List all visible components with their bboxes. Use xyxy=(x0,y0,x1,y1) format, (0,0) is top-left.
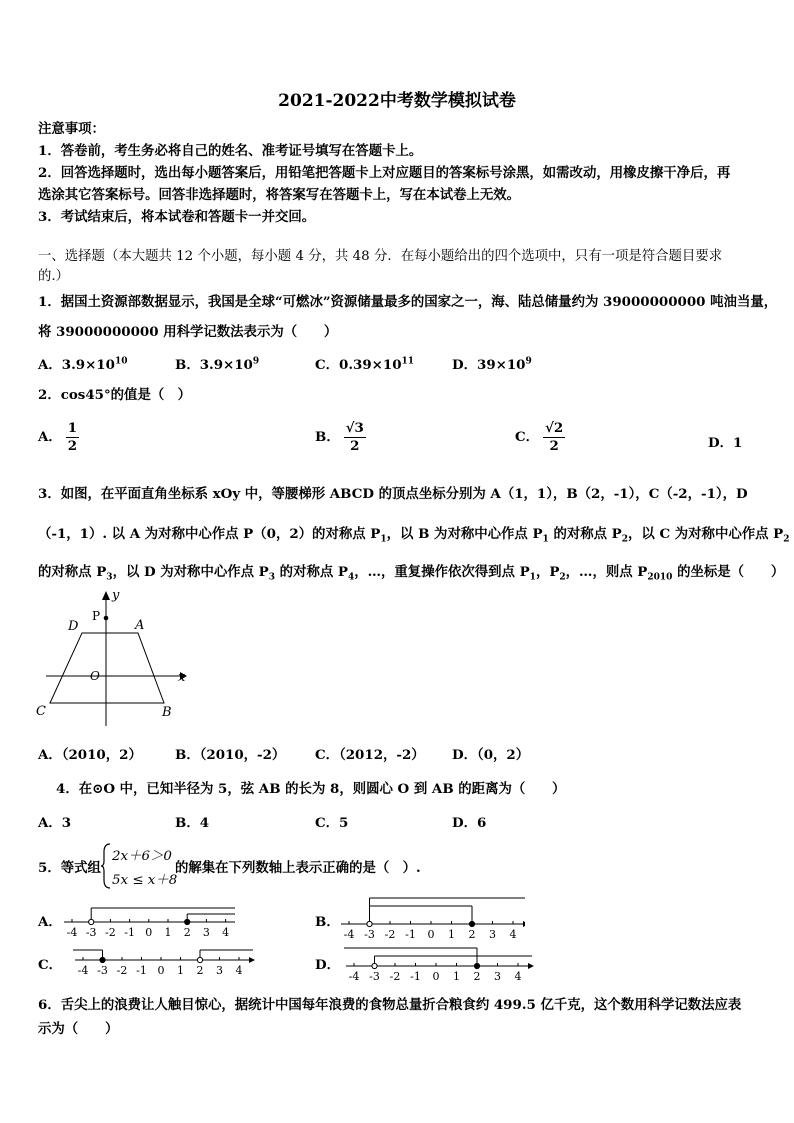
number-line-tick-label: -3 xyxy=(364,928,375,941)
number-line-tick-label: 1 xyxy=(177,964,184,977)
number-line-tick-label: -2 xyxy=(116,964,128,977)
number-line-tick-label: -1 xyxy=(405,928,416,941)
number-line-d xyxy=(340,940,540,982)
label-p: P xyxy=(92,609,101,623)
q1-stem: 1．据国土资源部数据显示，我国是全球“可燃冰”资源储量最多的国家之一，海、陆总储量约为 39000000000 吨油当量， xyxy=(38,294,778,310)
number-line-tick-label: 2 xyxy=(196,964,204,977)
q5-brace xyxy=(100,842,112,890)
number-line-tick-label: 0 xyxy=(145,926,153,939)
label-b: B xyxy=(162,705,172,720)
number-line-tick-label: -1 xyxy=(136,964,147,977)
q3-stem: 3．如图，在平面直角坐标系 xOy 中，等腰梯形 ABCD 的顶点坐标分别为 A（1，1），B（2，-1），C（-2，-1），D xyxy=(38,486,748,502)
y-axis-arrow xyxy=(102,591,110,600)
number-line-tick-label: 2 xyxy=(473,970,481,982)
q2-stem: 2．cos45°的值是（ ） xyxy=(38,387,192,403)
section-heading: 一、选择题（本大题共 12 个小题，每小题 4 分，共 48 分．在每小题给出的四个选项中，只有一项是符合题目要求 xyxy=(38,249,723,264)
number-line-tick-label: 3 xyxy=(202,926,210,939)
q5-option-b-label: B． xyxy=(315,914,340,930)
q3-trapezoid-figure xyxy=(30,588,195,728)
closed-endpoint xyxy=(185,919,190,924)
q5-stem-pre: 5．等式组 xyxy=(38,860,101,876)
label-o: O xyxy=(90,669,100,683)
number-line-arrow xyxy=(523,921,525,927)
q6-stem: 6．舌尖上的浪费让人触目惊心，据统计中国每年浪费的食物总量折合粮食约 499.5 亿千克，这个数用科学记数法应表 xyxy=(38,997,742,1013)
trapezoid-abcd xyxy=(50,633,164,703)
notice-item-2: 2．回答选择题时，选出每小题答案后，用铅笔把答题卡上对应题目的答案标号涂黑，如需改动，用橡皮擦干净后，再 xyxy=(38,165,731,181)
number-line-tick-label: 0 xyxy=(427,928,435,941)
notice-heading: 注意事项： xyxy=(38,121,105,137)
label-d: D xyxy=(68,619,79,634)
number-line-tick-label: 0 xyxy=(432,970,440,982)
number-line-tick-label: 3 xyxy=(494,970,501,982)
q1-option-c: C．$0.39\times 10^{11}$ xyxy=(315,356,415,373)
q3-option-b: B．（2010，-2） xyxy=(175,747,286,763)
section-heading-cont: 的.） xyxy=(38,269,70,284)
number-line-arrow xyxy=(249,957,255,963)
number-line-tick-label: 1 xyxy=(453,970,460,982)
number-line-tick-label: -3 xyxy=(85,926,97,939)
number-line-tick-label: 4 xyxy=(514,970,522,982)
q3-option-a: A．（2010，2） xyxy=(38,747,142,763)
q4-option-a: A．3 xyxy=(38,815,72,831)
open-endpoint xyxy=(89,919,94,924)
q5-option-d-label: D． xyxy=(315,957,341,973)
q5-option-c-label: C． xyxy=(38,957,63,973)
label-a: A xyxy=(135,618,145,633)
number-line-tick-label: -1 xyxy=(410,970,421,982)
q3-option-d: D．（0，2） xyxy=(452,747,530,763)
number-line-tick-label: 1 xyxy=(164,926,172,939)
number-line-tick-label: -4 xyxy=(77,964,89,977)
q2-option-d: D．1 xyxy=(708,435,743,451)
open-endpoint xyxy=(367,921,372,926)
number-line-tick-label: 4 xyxy=(509,928,517,941)
q2-option-b: B． $\frac{√3}{2}$ xyxy=(315,420,364,454)
q1-option-b: B．$3.9\times 10^9$ xyxy=(175,356,260,373)
q2-option-a: A． $\frac{1}{2}$ xyxy=(38,420,78,454)
page-title: 2021-2022中考数学模拟试卷 xyxy=(278,91,516,111)
notice-item-1: 1．答卷前，考生务必将自己的姓名、准考证号填写在答题卡上。 xyxy=(38,143,423,159)
q3-stem-3: 的对称点 $P_3$，以 D 为对称中心作点 $P_3$ 的对称点 $P_4$，…，重复操作依次得到点 $P_1$，$P_2$，…，则点 $P_{2010}$ 的坐标是（ ） xyxy=(38,564,785,583)
number-line-tick-label: 0 xyxy=(157,964,165,977)
q1-stem-cont: 将 39000000000 用科学记数法表示为（ ） xyxy=(38,324,338,340)
q4-option-b: B．4 xyxy=(175,815,210,831)
number-line-tick-label: -3 xyxy=(369,970,380,982)
number-line-tick-label: -4 xyxy=(343,928,355,941)
number-line-tick-label: -4 xyxy=(66,926,78,939)
number-line-tick-label: -2 xyxy=(389,970,401,982)
closed-endpoint xyxy=(469,921,474,926)
q4-option-d: D．6 xyxy=(452,815,487,831)
open-endpoint xyxy=(197,957,202,962)
closed-endpoint xyxy=(100,957,105,962)
q5-inequality-2: 5x ≤ x＋8 xyxy=(112,873,178,888)
number-line-tick-label: 4 xyxy=(235,964,243,977)
number-line-tick-label: -1 xyxy=(124,926,135,939)
number-line-arrow xyxy=(528,963,534,969)
q6-stem-cont: 示为（ ） xyxy=(38,1021,119,1037)
closed-endpoint xyxy=(474,963,479,968)
q1-option-d: D．$39\times 10^9$ xyxy=(452,356,532,373)
number-line-a xyxy=(55,900,235,942)
number-line-tick-label: 2 xyxy=(468,928,476,941)
number-line-tick-label: 3 xyxy=(489,928,496,941)
number-line-tick-label: -4 xyxy=(348,970,360,982)
open-endpoint xyxy=(372,963,377,968)
q3-stem-2: （-1，1）. 以 A 为对称中心作点 P（0，2）的对称点 $P_1$，以 B 为对称中心作点 $P_1$ 的对称点 $P_2$，以 C 为对称中心作点 $P_2$ xyxy=(38,526,790,545)
number-line-tick-label: -3 xyxy=(97,964,108,977)
number-line-tick-label: 3 xyxy=(216,964,223,977)
q4-option-c: C．5 xyxy=(315,815,349,831)
label-x: x xyxy=(178,670,186,685)
notice-item-3: 3．考试结束后，将本试卷和答题卡一并交回。 xyxy=(38,209,316,225)
q4-stem: 4．在⊙O 中，已知半径为 5，弦 AB 的长为 8，则圆心 O 到 AB 的距离为（ ） xyxy=(56,781,566,797)
number-line-c xyxy=(65,940,255,980)
number-line-tick-label: 1 xyxy=(448,928,455,941)
q5-inequality-1: 2x＋6＞0 xyxy=(112,849,172,864)
q5-option-a-label: A． xyxy=(38,914,62,930)
q3-option-c: C．（2012，-2） xyxy=(315,747,425,763)
number-line-tick-label: 2 xyxy=(183,926,191,939)
number-line-tick-label: 4 xyxy=(222,926,230,939)
number-line-tick-label: -2 xyxy=(105,926,116,939)
label-c: C xyxy=(36,704,46,719)
number-line-b xyxy=(335,893,525,943)
q1-option-a: A．$3.9\times 10^{10}$ xyxy=(38,356,128,373)
number-line-tick-label: -2 xyxy=(384,928,396,941)
label-y: y xyxy=(112,588,120,603)
notice-item-2-cont: 选涂其它答案标号。回答非选择题时，将答案写在答题卡上，写在本试卷上无效。 xyxy=(38,187,521,203)
point-p xyxy=(104,616,109,621)
q5-stem-post: 的解集在下列数轴上表示正确的是（ ）. xyxy=(175,860,421,876)
q2-option-c: C． $\frac{√2}{2}$ xyxy=(515,420,564,454)
